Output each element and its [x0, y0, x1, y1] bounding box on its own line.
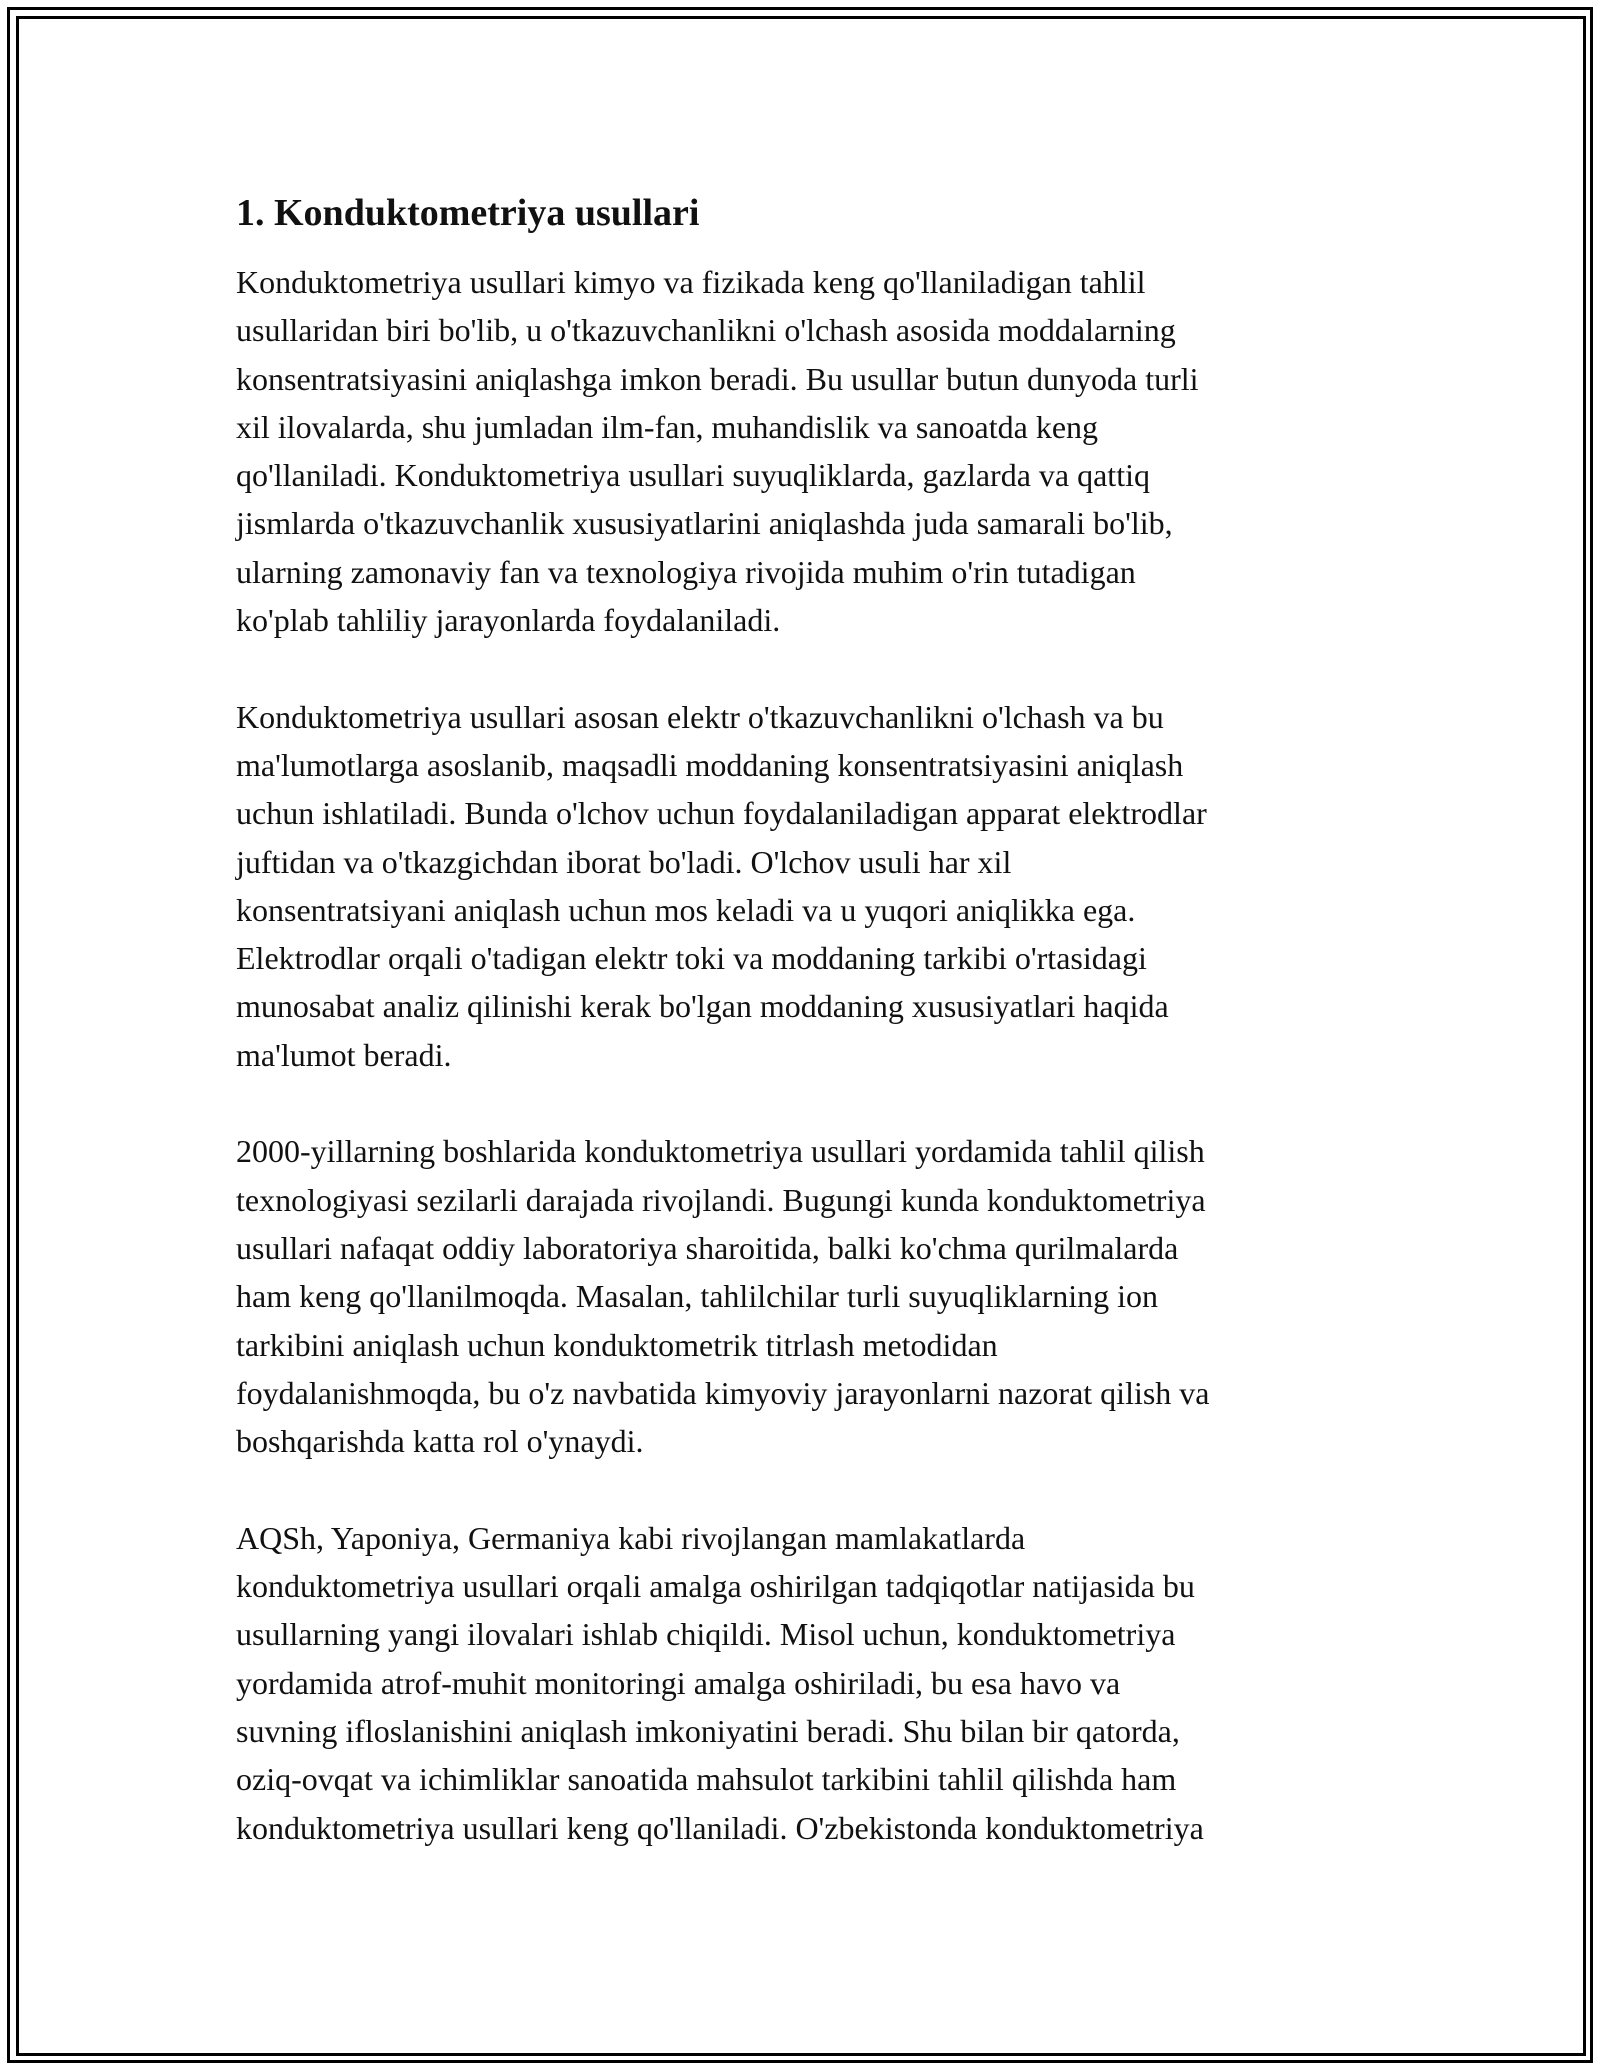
text-line: texnologiyasi sezilarli darajada rivojlandi. Bugungi kunda konduktometriya — [236, 1181, 1206, 1218]
text-line: ma'lumot beradi. — [236, 1036, 452, 1073]
paragraph-4 — [236, 1514, 1356, 1852]
text-line: konsentratsiyasini aniqlashga imkon beradi. Bu usullar butun dunyoda turli — [236, 360, 1199, 397]
paragraph-2 — [236, 693, 1356, 1079]
text-line: 2000-yillarning boshlarida konduktometriya usullari yordamida tahlil qilish — [236, 1133, 1205, 1170]
text-line: oziq-ovqat va ichimliklar sanoatida mahsulot tarkibini tahlil qilishda ham — [236, 1761, 1177, 1798]
text-line: juftidan va o'tkazgichdan iborat bo'ladi. O'lchov usuli har xil — [236, 843, 1012, 880]
text-line: usullari nafaqat oddiy laboratoriya sharoitida, balki ko'chma qurilmalarda — [236, 1229, 1179, 1266]
text-line: usullarning yangi ilovalari ishlab chiqildi. Misol uchun, konduktometriya — [236, 1616, 1176, 1653]
text-line: uchun ishlatiladi. Bunda o'lchov uchun foydalaniladigan apparat elektrodlar — [236, 795, 1207, 832]
text-line: suvning ifloslanishini aniqlash imkoniyatini beradi. Shu bilan bir qatorda, — [236, 1712, 1180, 1749]
text-line: AQSh, Yaponiya, Germaniya kabi rivojlangan mamlakatlarda — [236, 1519, 1026, 1556]
section-heading: 1. Konduktometriya usullari — [236, 192, 700, 234]
text-line: qo'llaniladi. Konduktometriya usullari suyuqliklarda, gazlarda va qattiq — [236, 457, 1150, 494]
document-body — [236, 186, 1356, 1900]
text-line: Konduktometriya usullari kimyo va fizikada keng qo'llaniladigan tahlil — [236, 264, 1146, 300]
text-line: Konduktometriya usullari asosan elektr o'tkazuvchanlikni o'lchash va bu — [236, 698, 1164, 735]
text-line: ham keng qo'llanilmoqda. Masalan, tahlilchilar turli suyuqliklarning ion — [236, 1278, 1159, 1315]
text-line: konsentratsiyani aniqlash uchun mos keladi va u yuqori aniqlikka ega. — [236, 891, 1136, 928]
paragraph-3 — [236, 1127, 1356, 1465]
text-line: ko'plab tahliliy jarayonlarda foydalaniladi. — [236, 602, 781, 639]
text-line: yordamida atrof-muhit monitoringi amalga oshiriladi, bu esa havo va — [236, 1664, 1121, 1701]
text-line: ularning zamonaviy fan va texnologiya rivojida muhim o'rin tutadigan — [236, 553, 1136, 590]
text-line: jismlarda o'tkazuvchanlik xususiyatlarini aniqlashda juda samarali bo'lib, — [236, 505, 1173, 542]
text-line: usullaridan biri bo'lib, u o'tkazuvchanlikni o'lchash asosida moddalarning — [236, 312, 1176, 349]
text-line: konduktometriya usullari keng qo'llaniladi. O'zbekistonda konduktometriya — [236, 1809, 1204, 1846]
text-line: Elektrodlar orqali o'tadigan elektr toki va moddaning tarkibi o'rtasidagi — [236, 940, 1147, 977]
text-line: konduktometriya usullari orqali amalga oshirilgan tadqiqotlar natijasida bu — [236, 1568, 1195, 1605]
paragraph-1 — [236, 258, 1356, 644]
text-line: tarkibini aniqlash uchun konduktometrik titrlash metodidan — [236, 1326, 998, 1363]
text-line: ma'lumotlarga asoslanib, maqsadli moddaning konsentratsiyasini aniqlash — [236, 746, 1184, 783]
text-line: boshqarishda katta rol o'ynaydi. — [236, 1423, 644, 1460]
text-line: munosabat analiz qilinishi kerak bo'lgan moddaning xususiyatlari haqida — [236, 988, 1169, 1025]
text-line: foydalanishmoqda, bu o'z navbatida kimyoviy jarayonlarni nazorat qilish va — [236, 1374, 1210, 1411]
text-line: xil ilovalarda, shu jumladan ilm-fan, muhandislik va sanoatda keng — [236, 408, 1099, 445]
